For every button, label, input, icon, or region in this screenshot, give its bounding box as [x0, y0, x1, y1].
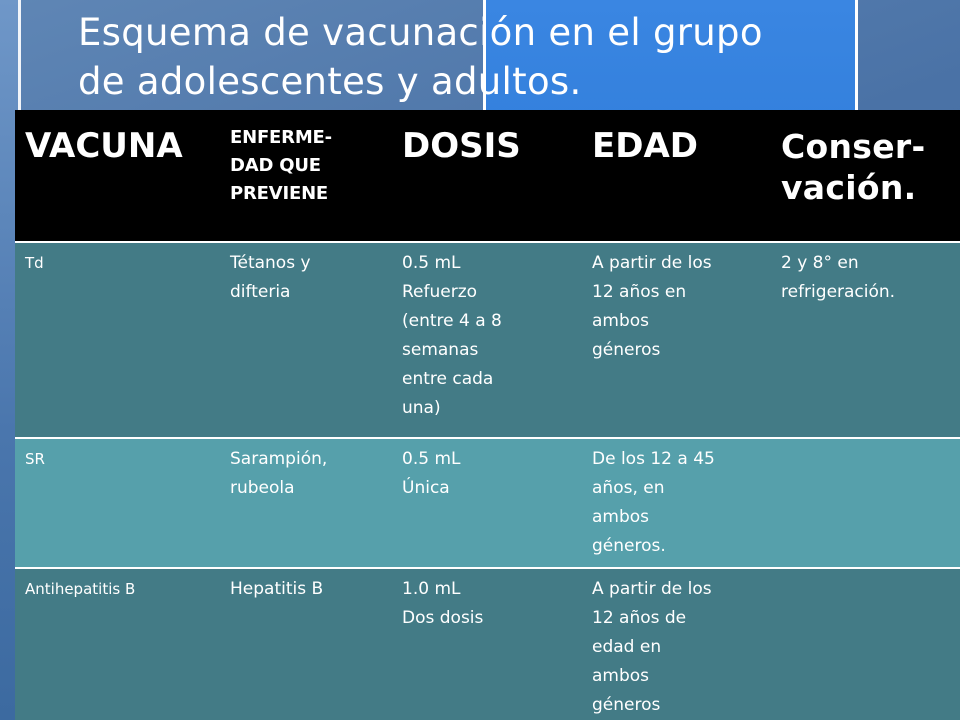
cell-vacuna: SR — [25, 450, 45, 468]
cell-enfermedad: Sarampión, rubeola — [230, 449, 328, 498]
table-row — [15, 568, 960, 720]
cell-edad: A partir de los 12 años de edad en ambos géneros — [592, 579, 712, 715]
table-header-row — [15, 110, 960, 242]
cell-conservacion — [771, 568, 960, 720]
header-dosis: DOSIS — [402, 126, 521, 166]
cell-vacuna: Td — [25, 254, 44, 272]
header-vacuna: VACUNA — [25, 126, 183, 166]
cell-dosis: 0.5 mL Única — [402, 449, 461, 498]
table-row — [15, 438, 960, 568]
cell-edad: De los 12 a 45 años, en ambos géneros. — [592, 449, 715, 556]
cell-dosis: 1.0 mL Dos dosis — [402, 579, 484, 628]
slide-title — [78, 8, 878, 106]
cell-conservacion: 2 y 8° en refrigeración. — [781, 253, 896, 302]
vaccine-schedule-table — [15, 110, 960, 720]
title-line-2: de adolescentes y adultos. — [78, 60, 582, 103]
cell-enfermedad: Hepatitis B — [230, 579, 324, 599]
cell-conservacion — [771, 438, 960, 568]
header-enfermedad: ENFERME- DAD QUE PREVIENE — [230, 127, 332, 204]
header-conservacion: Conser- vación. — [781, 127, 926, 207]
cell-edad: A partir de los 12 años en ambos géneros — [592, 253, 712, 360]
header-edad: EDAD — [592, 126, 698, 166]
table-row — [15, 242, 960, 438]
cell-dosis: 0.5 mL Refuerzo (entre 4 a 8 semanas entre cada una) — [402, 253, 502, 418]
cell-vacuna: Antihepatitis B — [25, 580, 136, 598]
title-line-1: Esquema de vacunación en el grupo — [78, 11, 763, 54]
cell-enfermedad: Tétanos y difteria — [230, 253, 311, 302]
